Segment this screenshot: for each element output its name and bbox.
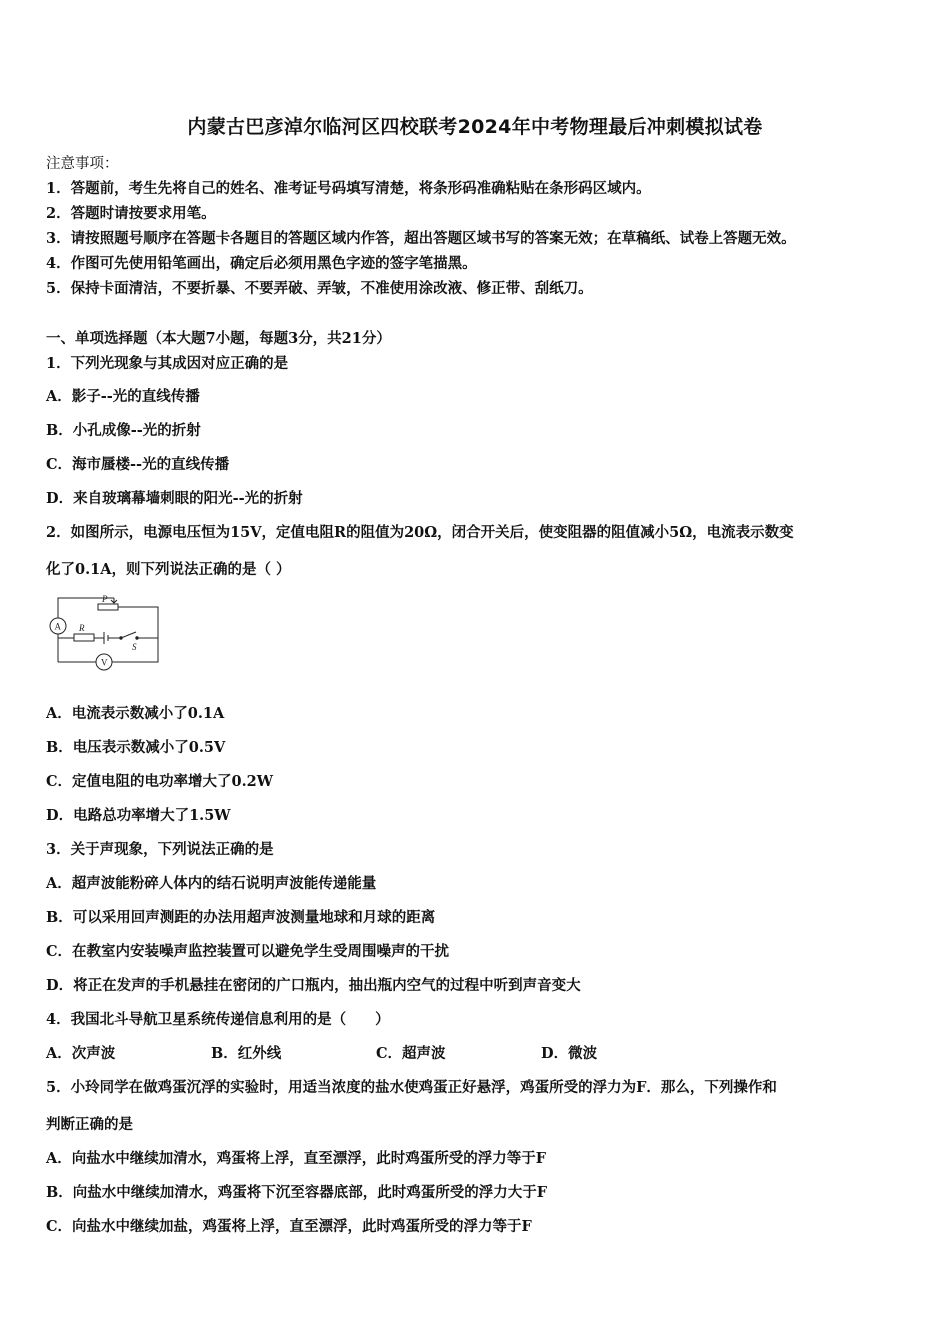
notice-item: 5．保持卡面清洁，不要折暴、不要弄破、弄皱，不准使用涂改液、修正带、刮纸刀。 [46,280,593,297]
question-4-options [46,1042,597,1063]
circuit-diagram [44,590,166,676]
question-2-option-a: A．电流表示数减小了0.1A [46,705,225,722]
label-s: S [132,642,137,652]
question-5-stem-line1: 5．小玲同学在做鸡蛋沉浮的实验时，用适当浓度的盐水使鸡蛋正好悬浮，鸡蛋所受的浮力为F．那么，下列操作和 [46,1079,777,1096]
question-1-option-a: A．影子--光的直线传播 [46,388,200,405]
question-2-option-b: B．电压表示数减小了0.5V [46,739,226,756]
question-3-option-c: C．在教室内安装噪声监控装置可以避免学生受周围噪声的干扰 [46,943,450,960]
section-heading: 一、单项选择题（本大题7小题，每题3分，共21分） [46,330,391,347]
question-2-option-d: D．电路总功率增大了1.5W [46,807,231,824]
question-1-option-d: D．来自玻璃幕墙刺眼的阳光--光的折射 [46,490,303,507]
question-4-option-b: B．红外线 [211,1045,282,1062]
question-2-stem-line2: 化了0.1A，则下列说法正确的是（ ） [46,561,291,578]
question-4-option-a: A．次声波 [46,1045,116,1062]
notice-item: 1．答题前，考生先将自己的姓名、准考证号码填写清楚，将条形码准确粘贴在条形码区域内。 [46,180,651,197]
question-4-option-d: D．微波 [541,1045,598,1062]
question-1-option-b: B．小孔成像--光的折射 [46,422,201,439]
circuit-wire [118,607,158,638]
resistor-r [74,634,94,641]
notice-item: 2．答题时请按要求用笔。 [46,205,216,222]
label-r: R [79,623,85,633]
question-5-option-b: B．向盐水中继续加清水，鸡蛋将下沉至容器底部，此时鸡蛋所受的浮力大于F [46,1184,548,1201]
label-v: V [101,657,108,668]
question-2-option-c: C．定值电阻的电功率增大了0.2W [46,773,274,790]
label-p: P [102,594,108,604]
circuit-wire [58,598,98,616]
page-title: 内蒙古巴彦淖尔临河区四校联考2024年中考物理最后冲刺模拟试卷 [187,116,763,138]
question-5-option-c: C．向盐水中继续加盐，鸡蛋将上浮，直至漂浮，此时鸡蛋所受的浮力等于F [46,1218,532,1235]
notice-item: 4．作图可先使用铅笔画出，确定后必须用黑色字迹的签字笔描黑。 [46,255,477,272]
question-5-stem-line2: 判断正确的是 [46,1116,133,1133]
rheostat [98,604,118,610]
question-4-option-c: C．超声波 [376,1045,446,1062]
switch-s [121,632,136,638]
question-3-option-b: B．可以采用回声测距的办法用超声波测量地球和月球的距离 [46,909,436,926]
question-3-stem: 3．关于声现象，下列说法正确的是 [46,841,274,858]
question-4-stem: 4．我国北斗导航卫星系统传递信息利用的是（ ） [46,1011,390,1028]
label-a: A [54,621,61,632]
question-1-option-c: C．海市蜃楼--光的直线传播 [46,456,230,473]
question-5-option-a: A．向盐水中继续加清水，鸡蛋将上浮，直至漂浮，此时鸡蛋所受的浮力等于F [46,1150,547,1167]
question-3-option-a: A．超声波能粉碎人体内的结石说明声波能传递能量 [46,875,377,892]
question-1-stem: 1．下列光现象与其成因对应正确的是 [46,355,289,372]
question-3-option-d: D．将正在发声的手机悬挂在密闭的广口瓶内，抽出瓶内空气的过程中听到声音变大 [46,977,581,994]
question-2-stem-line1: 2．如图所示，电源电压恒为15V，定值电阻R的阻值为20Ω，闭合开关后，使变阻器的阻值减小5Ω，电流表示数变 [46,524,794,541]
notice-item: 3．请按照题号顺序在答题卡各题目的答题区域内作答，超出答题区域书写的答案无效；在草稿纸、试卷上答题无效。 [46,230,796,247]
notice-heading: 注意事项： [46,156,119,172]
